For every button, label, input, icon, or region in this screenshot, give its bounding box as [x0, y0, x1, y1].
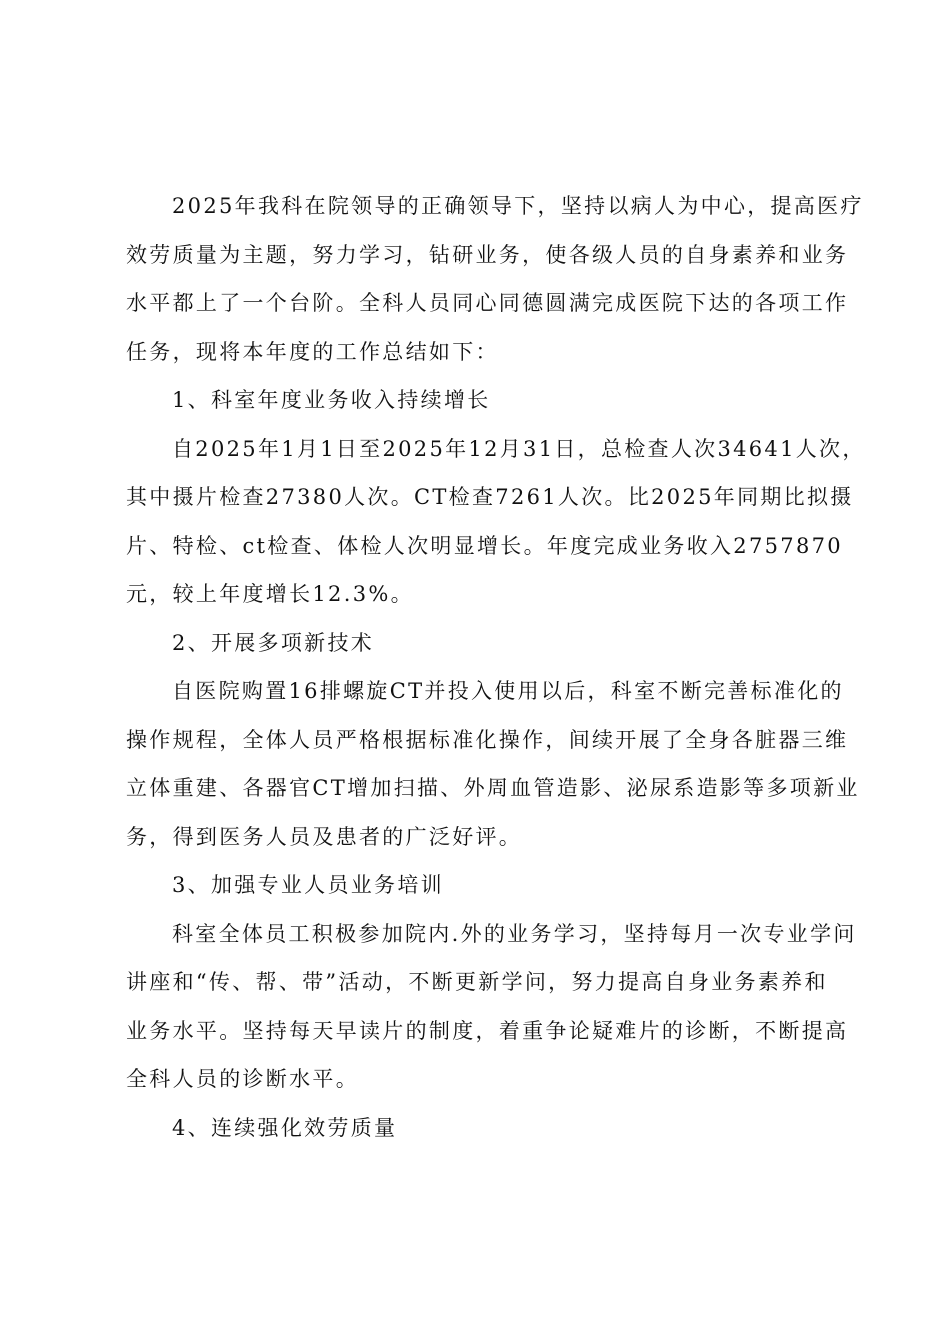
section-3-paragraph [126, 910, 857, 1104]
section-3-line-1: 科室全体员工积极参加院内.外的业务学习，坚持每月一次专业学问 [172, 921, 857, 946]
section-3-line-2: 讲座和“传、帮、带”活动，不断更新学问，努力提高自身业务素养和 [126, 970, 828, 994]
section-1-line-2: 其中摄片检查27380人次。CT检查7261人次。比2025年同期比拟摄 [126, 485, 854, 509]
section-2-line-4: 务，得到医务人员及患者的广泛好评。 [126, 824, 523, 849]
section-1-paragraph [126, 425, 866, 619]
section-2-paragraph [126, 667, 860, 861]
section-1-line-4: 元，较上年度增长12.3%。 [126, 582, 414, 606]
section-3-line-4: 全科人员的诊断水平。 [126, 1067, 359, 1091]
section-2-line-2: 操作规程，全体人员严格根据标准化操作，间续开展了全身各脏器三维 [126, 727, 849, 752]
section-3-line-3: 业务水平。坚持每天早读片的制度，着重争论疑难片的诊断，不断提高 [126, 1018, 849, 1043]
section-1-line-3: 片、特检、ct检查、体检人次明显增长。年度完成业务收入2757870 [126, 533, 843, 558]
section-2-line-1: 自医院购置16排螺旋CT并投入使用以后，科室不断完善标准化的 [172, 679, 844, 703]
section-1-line-1: 自2025年1月1日至2025年12月31日，总检查人次34641人次， [172, 436, 866, 461]
section-4-heading: 4、连续强化效劳质量 [172, 1115, 398, 1140]
intro-paragraph [126, 182, 864, 376]
document-body [126, 182, 866, 1152]
intro-line-1: 2025年我科在院领导的正确领导下，坚持以病人为中心，提高医疗 [172, 194, 864, 218]
section-2-line-3: 立体重建、各器官CT增加扫描、外周血管造影、泌尿系造影等多项新业 [126, 776, 860, 800]
section-2-heading: 2、开展多项新技术 [172, 630, 375, 655]
intro-line-3: 水平都上了一个台阶。全科人员同心同德圆满完成医院下达的各项工作 [126, 291, 849, 315]
intro-line-2: 效劳质量为主题，努力学习，钻研业务，使各级人员的自身素养和业务 [126, 242, 849, 267]
section-3-heading: 3、加强专业人员业务培训 [172, 873, 444, 897]
section-1-heading: 1、科室年度业务收入持续增长 [172, 388, 491, 412]
intro-line-4: 任务，现将本年度的工作总结如下： [126, 339, 499, 364]
